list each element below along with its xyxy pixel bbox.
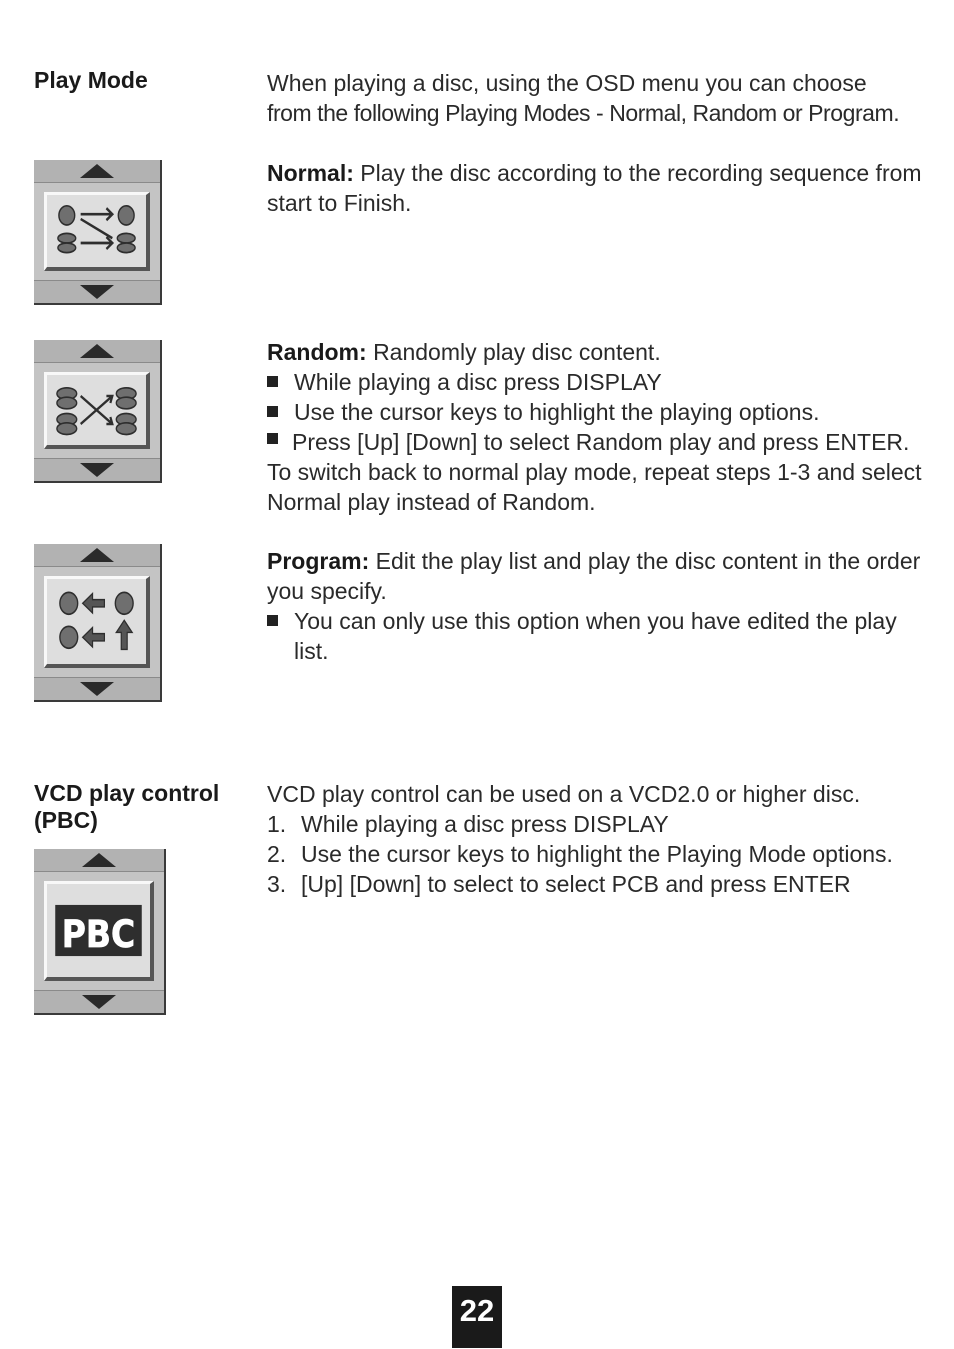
list-item: [267, 367, 937, 397]
step-text: [Up] [Down] to select to select PCB and press ENTER: [301, 871, 851, 897]
osd-up-bar: [34, 544, 160, 567]
up-arrow-icon: [82, 853, 116, 867]
pbc-icon: [44, 881, 154, 981]
normal-label: Normal:: [267, 160, 354, 186]
down-arrow-icon: [82, 995, 116, 1009]
play-mode-intro: [267, 68, 937, 128]
normal-section: [267, 158, 937, 218]
osd-down-bar: [34, 990, 164, 1013]
list-item-text: You can only use this option when you have edited the play list.: [294, 608, 897, 664]
vcd-intro: VCD play control can be used on a VCD2.0 or higher disc.: [267, 781, 861, 807]
square-bullet-icon: [267, 615, 278, 626]
normal-text: Play the disc according to the recording sequence from start to Finish.: [267, 160, 922, 216]
play-mode-heading: Play Mode: [34, 67, 148, 93]
osd-up-bar: [34, 340, 160, 363]
list-item: [267, 427, 937, 457]
up-arrow-icon: [80, 164, 114, 178]
osd-down-bar: [34, 677, 160, 700]
list-item: [267, 809, 937, 839]
osd-down-bar: [34, 458, 160, 481]
page-number: 22: [452, 1286, 502, 1348]
random-after-text: To switch back to normal play mode, repeat steps 1-3 and select Normal play instead of Random.: [267, 459, 922, 515]
down-arrow-icon: [80, 682, 114, 696]
square-bullet-icon: [267, 406, 278, 417]
step-number: 2.: [267, 841, 287, 867]
list-item: [267, 839, 937, 869]
program-section: [267, 546, 937, 666]
random-bullet-list: [267, 367, 937, 457]
osd-pbc-panel: [34, 849, 166, 1015]
osd-random-panel: [34, 340, 162, 483]
play-mode-intro-line1: When playing a disc, using the OSD menu you can choose: [267, 70, 867, 96]
list-item-text: Press [Up] [Down] to select Random play and press ENTER.: [292, 429, 910, 455]
square-bullet-icon: [267, 376, 278, 387]
osd-program-panel: [34, 544, 162, 702]
square-bullet-icon: [267, 433, 278, 444]
step-text: While playing a disc press DISPLAY: [301, 811, 669, 837]
play-mode-intro-line2: from the following Playing Modes - Normal, Random or Program.: [267, 100, 900, 126]
program-text: Edit the play list and play the disc content in the order you specify.: [267, 548, 921, 604]
random-text: Randomly play disc content.: [373, 339, 661, 365]
list-item-text: While playing a disc press DISPLAY: [294, 369, 662, 395]
osd-down-bar: [34, 280, 160, 303]
step-number: 1.: [267, 811, 287, 837]
program-paragraph: [267, 546, 937, 606]
normal-play-icon: [44, 192, 150, 271]
vcd-section: [267, 779, 937, 899]
normal-paragraph: [267, 158, 937, 218]
program-play-icon: [44, 576, 150, 668]
program-bullet-list: [267, 606, 937, 666]
vcd-steps-list: [267, 809, 937, 899]
program-label: Program:: [267, 548, 370, 574]
list-item: [267, 397, 937, 427]
vcd-heading-line1: VCD play control: [34, 780, 220, 806]
osd-up-bar: [34, 849, 164, 872]
list-item: [267, 606, 937, 666]
random-label: Random:: [267, 339, 367, 365]
step-number: 3.: [267, 871, 287, 897]
step-text: Use the cursor keys to highlight the Playing Mode options.: [301, 841, 893, 867]
vcd-heading: [34, 780, 259, 834]
random-section: [267, 337, 937, 517]
list-item: [267, 869, 937, 899]
random-play-icon: [44, 372, 150, 449]
down-arrow-icon: [80, 463, 114, 477]
pbc-icon-label: PBC: [61, 912, 136, 957]
up-arrow-icon: [80, 548, 114, 562]
osd-up-bar: [34, 160, 160, 183]
down-arrow-icon: [80, 285, 114, 299]
random-paragraph: [267, 337, 937, 367]
vcd-heading-line2: (PBC): [34, 807, 98, 833]
up-arrow-icon: [80, 344, 114, 358]
list-item-text: Use the cursor keys to highlight the playing options.: [294, 399, 820, 425]
osd-normal-panel: [34, 160, 162, 305]
